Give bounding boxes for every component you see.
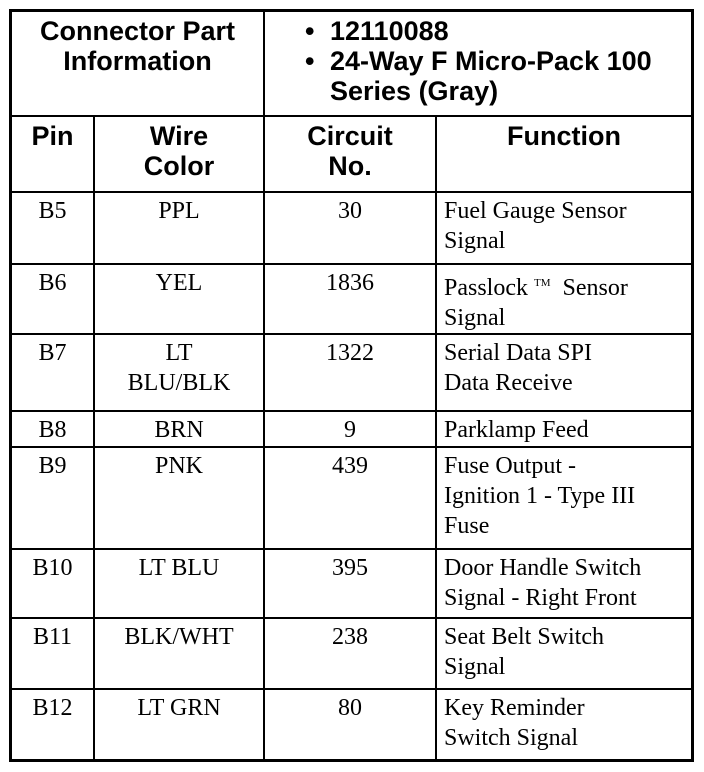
function-text: Ignition 1 - Type III <box>444 483 636 509</box>
wire-color-cell <box>94 549 264 618</box>
function-text: Door Handle Switch <box>444 555 642 581</box>
connector-info-row <box>12 12 691 116</box>
wire-color-cell <box>94 411 264 447</box>
pin-cell: B9 <box>12 447 94 549</box>
wire-color-text: LT <box>165 340 193 366</box>
wire-color-cell <box>94 618 264 689</box>
header-circuit-no-label: No. <box>328 151 372 181</box>
function-cell <box>436 447 691 549</box>
circuit-cell: 1836 <box>264 264 436 334</box>
function-text: Sensor <box>562 275 628 301</box>
circuit-cell: 1322 <box>264 334 436 411</box>
circuit-cell: 30 <box>264 192 436 264</box>
bullet-icon: • <box>305 16 315 46</box>
wire-color-text: PPL <box>158 198 200 224</box>
function-text: Passlock <box>444 275 528 301</box>
table-row <box>12 334 691 411</box>
table-row <box>12 549 691 618</box>
wire-color-text: LT GRN <box>137 695 221 721</box>
connector-label-cell <box>12 12 264 116</box>
function-cell <box>436 618 691 689</box>
circuit-cell: 80 <box>264 689 436 759</box>
function-text: Parklamp Feed <box>444 417 589 443</box>
wire-color-text: BLK/WHT <box>124 624 234 650</box>
function-cell <box>436 549 691 618</box>
function-text: Data Receive <box>444 370 573 396</box>
wire-color-cell <box>94 192 264 264</box>
part-number-item <box>305 16 691 46</box>
connector-info-cell <box>264 12 691 116</box>
function-text: Signal <box>444 228 506 254</box>
wire-color-cell <box>94 447 264 549</box>
table-row <box>12 447 691 549</box>
wire-color-text: YEL <box>155 270 203 296</box>
table-row <box>12 618 691 689</box>
function-text: Key Reminder <box>444 695 585 721</box>
connector-table <box>12 12 691 759</box>
pin-cell: B6 <box>12 264 94 334</box>
wire-color-cell <box>94 334 264 411</box>
function-cell <box>436 334 691 411</box>
function-text: Seat Belt Switch <box>444 624 604 650</box>
table-row <box>12 411 691 447</box>
function-cell <box>436 411 691 447</box>
function-text: Fuse Output - <box>444 453 576 479</box>
table-row <box>12 192 691 264</box>
circuit-cell: 439 <box>264 447 436 549</box>
pin-cell: B10 <box>12 549 94 618</box>
connector-type-item <box>305 46 691 106</box>
wire-color-text: LT BLU <box>138 555 220 581</box>
header-circuit-no-label: Circuit <box>307 121 393 151</box>
header-wire-color-label: Wire <box>149 121 209 151</box>
function-text: Signal <box>444 305 506 331</box>
header-circuit-no <box>264 116 436 192</box>
header-function-label: Function <box>507 121 621 151</box>
pin-cell: B8 <box>12 411 94 447</box>
circuit-cell: 238 <box>264 618 436 689</box>
function-cell <box>436 264 691 334</box>
function-text: Fuse <box>444 513 490 539</box>
wire-color-cell <box>94 689 264 759</box>
function-text: Serial Data SPI <box>444 340 592 366</box>
connector-label-line: Connector Part <box>39 16 236 46</box>
table-row <box>12 264 691 334</box>
pin-cell: B12 <box>12 689 94 759</box>
table-row <box>12 689 691 759</box>
header-function <box>436 116 691 192</box>
connector-label-line: Information <box>63 46 212 76</box>
pin-cell: B5 <box>12 192 94 264</box>
pin-cell: B11 <box>12 618 94 689</box>
wire-color-text: BRN <box>154 417 204 443</box>
trademark-mark: TM <box>534 277 551 289</box>
header-pin <box>12 116 94 192</box>
header-pin-label: Pin <box>31 121 74 151</box>
function-cell <box>436 192 691 264</box>
function-line <box>444 268 687 303</box>
function-text: Signal <box>444 654 506 680</box>
pin-cell: B7 <box>12 334 94 411</box>
connector-type: 24-Way F Micro-Pack 100 Series (Gray) <box>330 46 652 106</box>
header-wire-color-label: Color <box>143 151 215 181</box>
function-text: Fuel Gauge Sensor <box>444 198 627 224</box>
function-text: Signal - Right Front <box>444 585 637 611</box>
circuit-cell: 395 <box>264 549 436 618</box>
function-cell <box>436 689 691 759</box>
bullet-icon: • <box>305 46 315 76</box>
wire-color-text: PNK <box>154 453 203 479</box>
connector-table-sheet <box>9 9 694 762</box>
circuit-cell: 9 <box>264 411 436 447</box>
wire-color-cell <box>94 264 264 334</box>
column-header-row <box>12 116 691 192</box>
part-number: 12110088 <box>330 16 449 46</box>
function-text: Switch Signal <box>444 725 579 751</box>
header-wire-color <box>94 116 264 192</box>
wire-color-text: BLU/BLK <box>127 370 231 396</box>
